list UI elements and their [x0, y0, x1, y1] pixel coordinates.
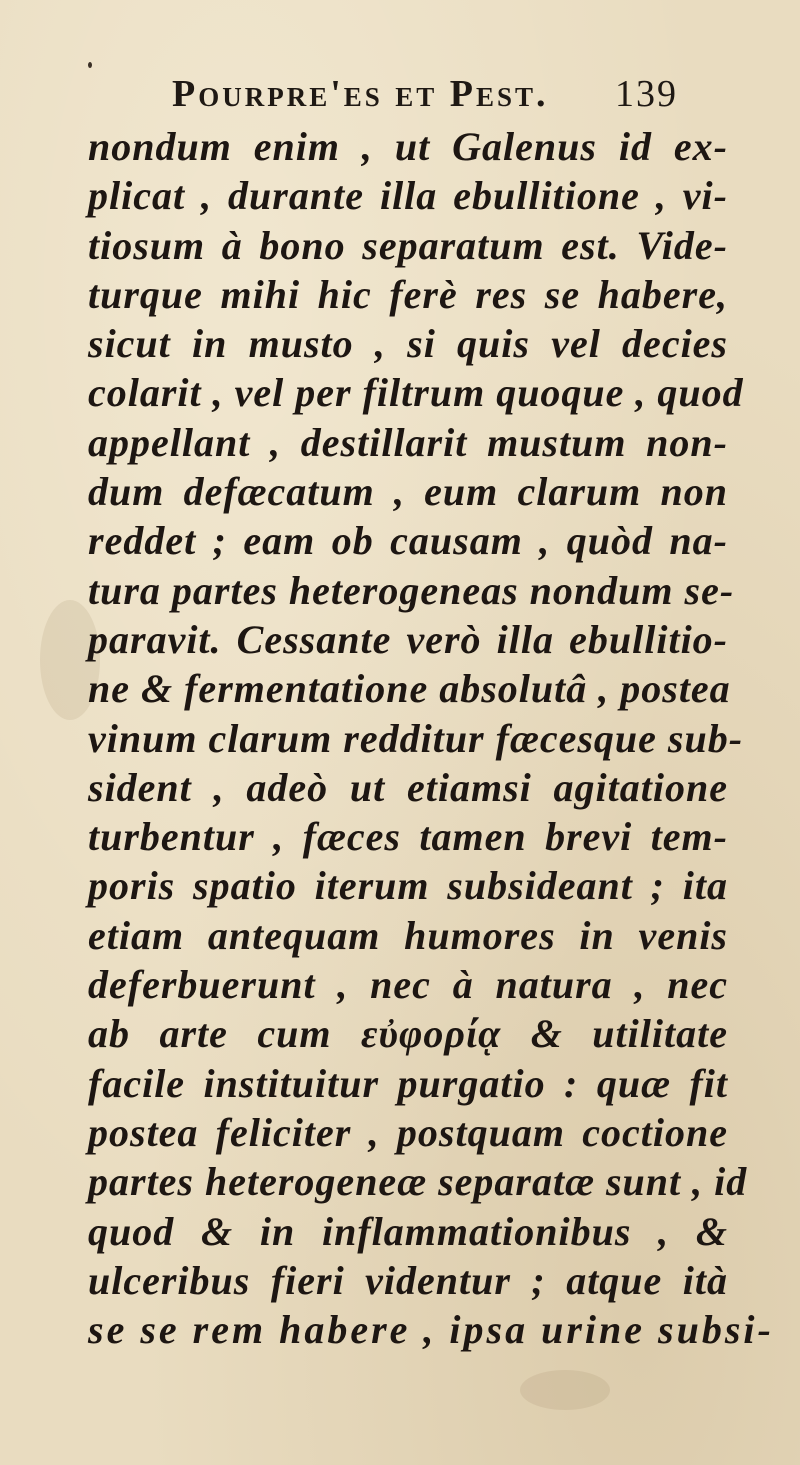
text-line: facile instituitur purgatio : quæ fit	[88, 1060, 728, 1106]
text-line: colarit , vel per filtrum quoque , quod	[88, 370, 744, 416]
text-line: postea feliciter , postquam coctione	[88, 1109, 728, 1155]
text-line: se se rem habere , ipsa urine subsi-	[88, 1307, 774, 1353]
text-line: appellant , destillarit mustum non-	[88, 419, 728, 465]
text-line: ne & fermentatione absolutâ , postea	[88, 666, 731, 712]
text-line: sicut in musto , si quis vel decies	[88, 321, 728, 367]
paper-stain	[520, 1370, 610, 1410]
text-line: vinum clarum redditur fæcesque sub-	[88, 715, 744, 761]
text-line: deferbuerunt , nec à natura , nec	[88, 962, 728, 1008]
running-head: Pourpre'es et Pest.	[172, 73, 549, 115]
text-line: ab arte cum εὐφορίᾳ & utilitate	[88, 1011, 728, 1057]
text-line: etiam antequam humores in venis	[88, 912, 728, 958]
page-number: 139	[615, 73, 678, 115]
text-line: paravit. Cessante verò illa ebullitio-	[88, 616, 728, 662]
page-header	[0, 62, 800, 122]
text-line: quod & in inflammationibus , &	[88, 1208, 728, 1254]
body-text	[88, 122, 774, 1354]
text-line: poris spatio iterum subsideant ; ita	[88, 863, 728, 909]
text-line: sident , adeò ut etiamsi agitatione	[88, 764, 728, 810]
text-line: dum defæcatum , eum clarum non	[88, 469, 728, 515]
text-line: partes heterogeneæ separatæ sunt , id	[88, 1159, 748, 1205]
text-line: nondum enim , ut Galenus id ex-	[88, 124, 728, 169]
text-line: turbentur , fæces tamen brevi tem-	[88, 814, 728, 860]
text-line: ulceribus fieri videntur ; atque ità	[88, 1257, 728, 1303]
text-line: reddet ; eam ob causam , quòd na-	[88, 518, 728, 564]
text-line: tura partes heterogeneas nondum se-	[88, 567, 735, 613]
text-line: turque mihi hic ferè res se habere,	[88, 271, 728, 317]
text-line: tiosum à bono separatum est. Vide-	[88, 222, 728, 268]
text-line: plicat , durante illa ebullitione , vi-	[88, 173, 728, 219]
